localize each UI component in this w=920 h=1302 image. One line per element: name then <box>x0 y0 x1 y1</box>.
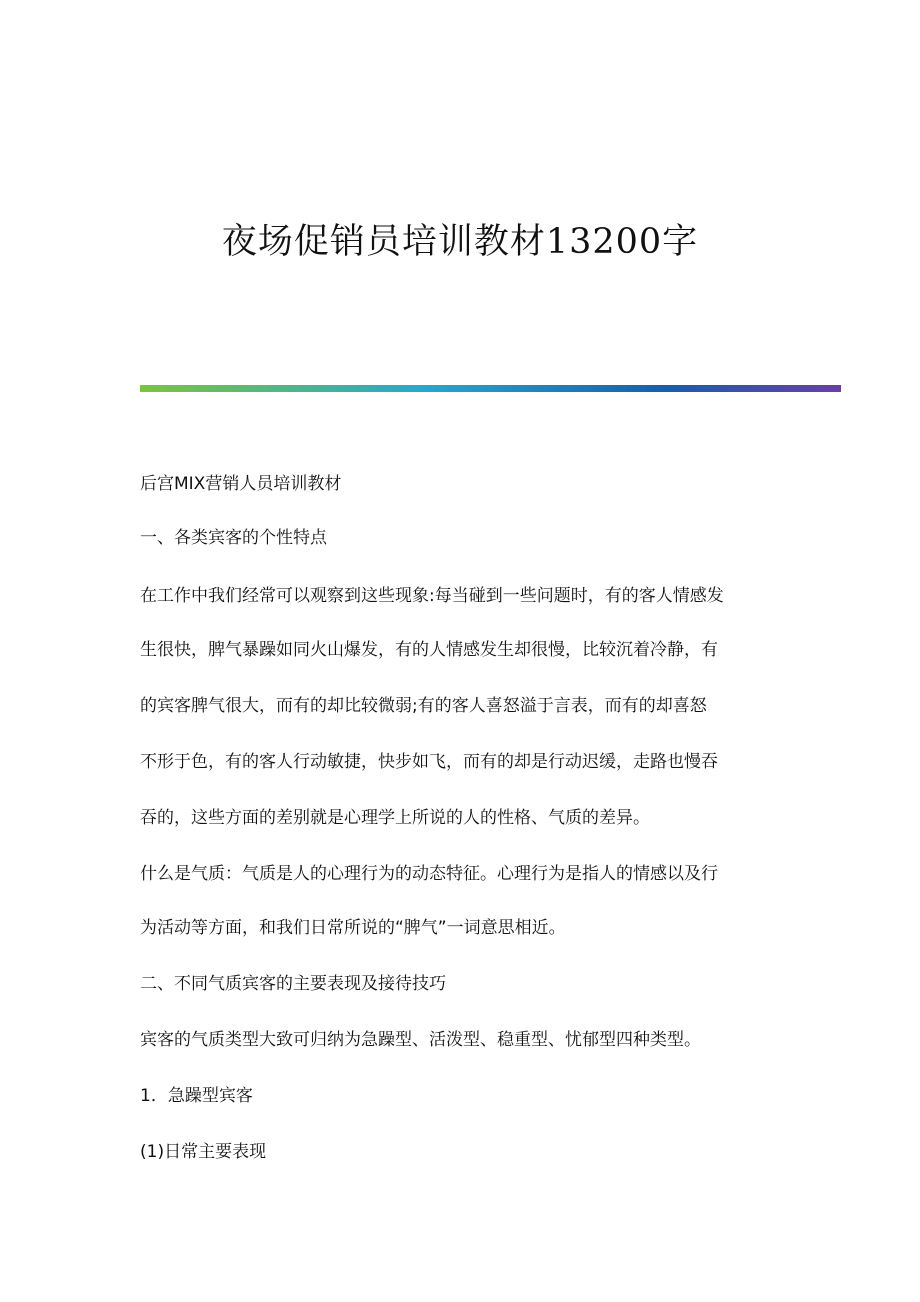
subsection-heading: 1．急躁型宾客 <box>140 1086 253 1106</box>
body-heading-intro: 后宫MIX营销人员培训教材 <box>140 474 342 494</box>
list-item-heading: (1)日常主要表现 <box>140 1142 267 1162</box>
paragraph-line: 宾客的气质类型大致可归纳为急躁型、活泼型、稳重型、忧郁型四种类型。 <box>140 1030 701 1050</box>
title-gradient-rule <box>140 385 841 392</box>
paragraph-line: 为活动等方面，和我们日常所说的“脾气”一词意思相近。 <box>140 918 566 938</box>
paragraph-line: 的宾客脾气很大，而有的却比较微弱;有的客人喜怒溢于言表，而有的却喜怒 <box>140 696 707 716</box>
paragraph-line: 在工作中我们经常可以观察到这些现象:每当碰到一些问题时，有的客人情感发 <box>140 586 724 606</box>
section-heading-1: 一、各类宾客的个性特点 <box>140 528 327 548</box>
paragraph-line: 生很快，脾气暴躁如同火山爆发，有的人情感发生却很慢，比较沉着冷静，有 <box>140 640 718 660</box>
document-title: 夜场促销员培训教材13200字 <box>221 222 699 262</box>
section-heading-2: 二、不同气质宾客的主要表现及接待技巧 <box>140 974 446 994</box>
paragraph-line: 什么是气质：气质是人的心理行为的动态特征。心理行为是指人的情感以及行 <box>140 864 718 884</box>
paragraph-line: 不形于色，有的客人行动敏捷，快步如飞，而有的却是行动迟缓，走路也慢吞 <box>140 752 718 772</box>
paragraph-line: 吞的，这些方面的差别就是心理学上所说的人的性格、气质的差异。 <box>140 808 650 828</box>
